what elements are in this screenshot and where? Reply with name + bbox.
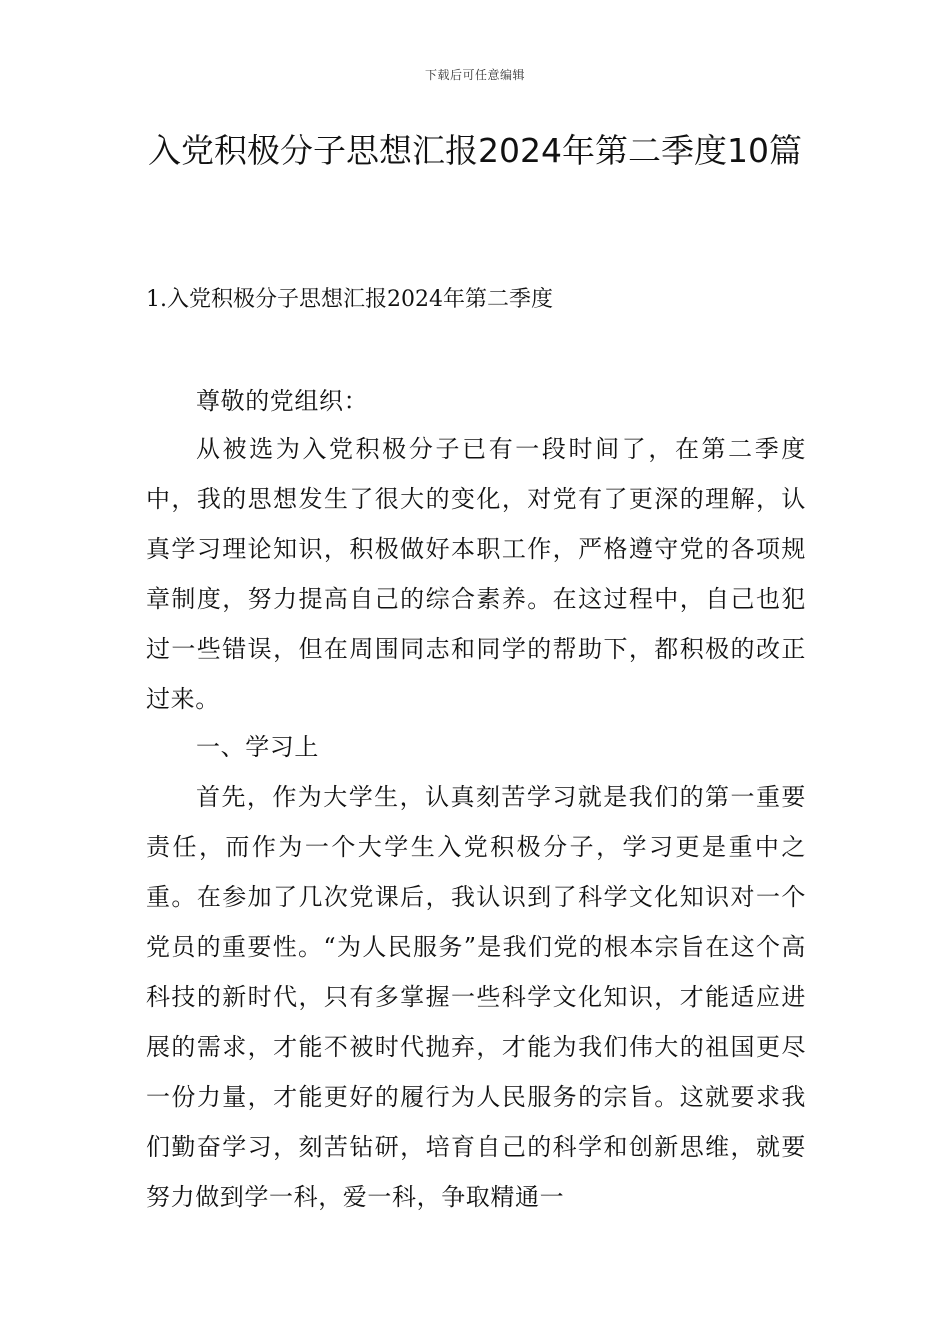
salutation: 尊敬的党组织：: [196, 387, 369, 415]
paragraph-1: 从被选为入党积极分子已有一段时间了，在第二季度中，我的思想发生了很大的变化，对党有了更深的理解，认真学习理论知识，积极做好本职工作，严格遵守党的各项规章制度，努力提高自己的综合素养。在这过程中，自己也犯过一些错误，但在周围同志和同学的帮助下，都积极的改正过来。: [146, 435, 806, 713]
document-title: 入党积极分子思想汇报2024年第二季度10篇: [148, 131, 802, 170]
header-note: 下载后可任意编辑: [424, 68, 525, 82]
subheading-study: 一、学习上: [196, 733, 319, 761]
section-heading: 1.入党积极分子思想汇报2024年第二季度: [146, 287, 553, 312]
paragraph-2: 首先，作为大学生，认真刻苦学习就是我们的第一重要责任，而作为一个大学生入党积极分子，学习更是重中之重。在参加了几次党课后，我认识到了科学文化知识对一个党员的重要性。“为人民服务”是我们党的根本宗旨在这个高科技的新时代，只有多掌握一些科学文化知识，才能适应进展的需求，才能不被时代抛弃，才能为我们伟大的祖国更尽一份力量，才能更好的履行为人民服务的宗旨。这就要求我们勤奋学习，刻苦钻研，培育自己的科学和创新思维，就要努力做到学一科，爱一科，争取精通一: [146, 783, 806, 1211]
